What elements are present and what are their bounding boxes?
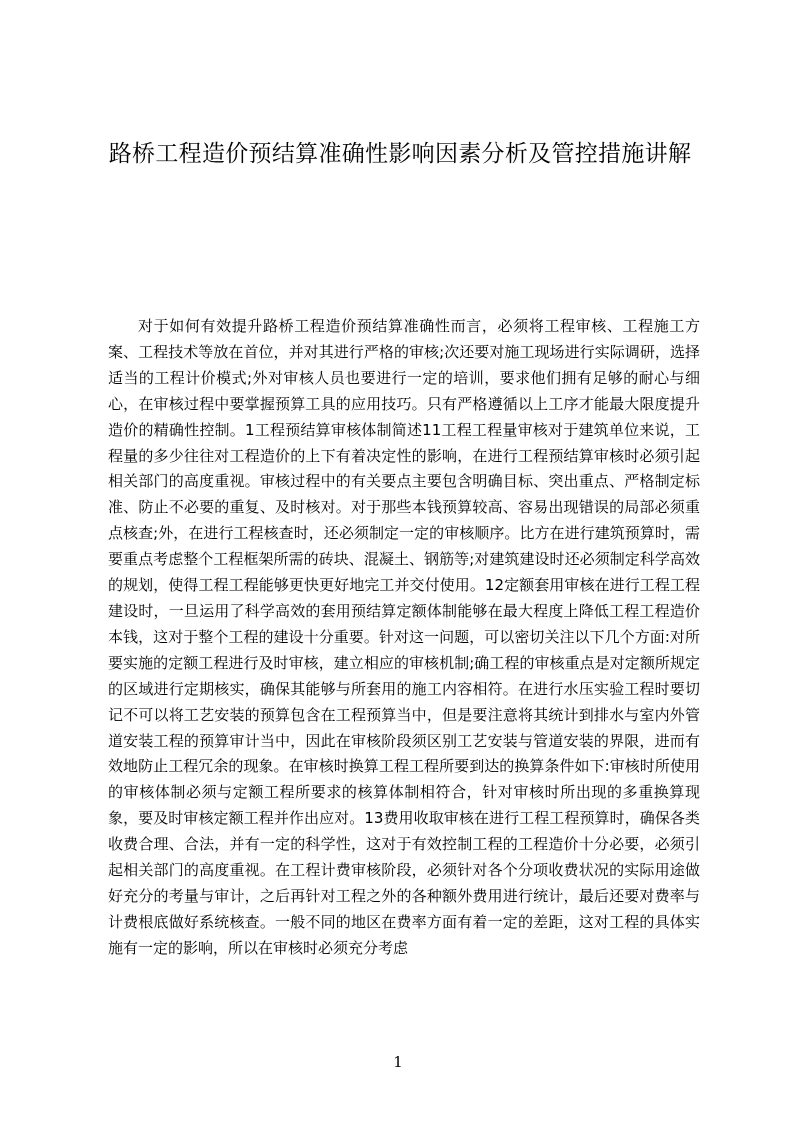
document-title: 路桥工程造价预结算准确性影响因素分析及管控措施讲解 [108, 141, 692, 167]
body-paragraph: 对于如何有效提升路桥工程造价预结算准确性而言，必须将工程审核、工程施工方案、工程技术等放在首位，并对其进行严格的审核;次还要对施工现场进行实际调研，选择适当的工程计价模式;外对审核人员也要进行一定的培训，要求他们拥有足够的耐心与细心，在审核过程中要掌握预算工具的应用技巧。只有严格遵循以上工序才能最大限度提升造价的精确性控制。1工程预结算审核体制简述11工程工程量审核对于建筑单位来说，工程量的多少往往对工程造价的上下有着决定性的影响，在进行工程预结算审核时必须引起相关部门的高度重视。审核过程中的有关要点主要包含明确目标、突出重点、严格制定标准、防止不必要的重复、及时核对。对于那些本钱预算较高、容易出现错误的局部必须重点核查;外，在进行工程核查时，还必须制定一定的审核顺序。比方在进行建筑预算时，需要重点考虑整个工程框架所需的砖块、混凝土、钢筋等;对建筑建设时还必须制定科学高效的规划，使得工程工程能够更快更好地完工并交付使用。12定额套用审核在进行工程工程建设时，一旦运用了科学高效的套用预结算定额体制能够在最大程度上降低工程工程造价本钱，这对于整个工程的建设十分重要。针对这一问题，可以密切关注以下几个方面:对所要实施的定额工程进行及时审核，建立相应的审核机制;确工程的审核重点是对定额所规定的区域进行定期核实，确保其能够与所套用的施工内容相符。在进行水压实验工程时要切记不可以将工艺安装的预算包含在工程预算当中，但是要注意将其统计到排水与室内外管道安装工程的预算审计当中，因此在审核阶段须区别工艺安装与管道安装的界限，进而有效地防止工程冗余的现象。在审核时换算工程工程所要到达的换算条件如下:审核时所使用的审核体制必须与定额工程所要求的核算体制相符合，针对审核时所出现的多重换算现象，要及时审核定额工程并作出应对。13费用收取审核在进行工程工程预算时，确保各类收费合理、合法，并有一定的科学性，这对于有效控制工程的工程造价十分必要，必须引起相关部门的高度重视。在工程计费审核阶段，必须针对各个分项收费状况的实际用途做好充分的考量与审计，之后再针对工程之外的各种额外费用进行统计，最后还要对费率与计费根底做好系统核查。一般不同的地区在费率方面有着一定的差距，这对工程的具体实施有一定的影响，所以在审核时必须充分考虑 [108, 317, 700, 957]
page-number: 1 [393, 1053, 403, 1071]
